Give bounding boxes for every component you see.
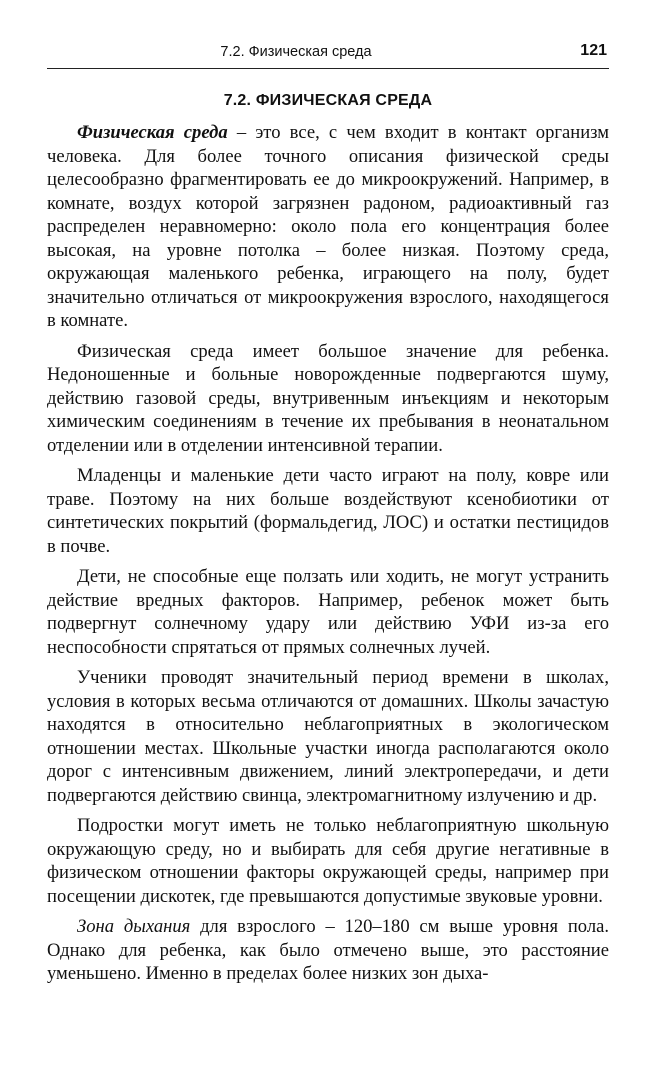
paragraph-adolescents (47, 814, 609, 908)
paragraph-text: Дети, не способные еще ползать или ходить, не могут устранить действие вредных факторов. Например, ребенок может быть подвергнут солнечному удару или действию УФИ из-за его неспособности спрятаться от прямых солнечных лучей. (47, 566, 609, 658)
body-text (47, 121, 609, 986)
term-breathing-zone: Зона дыхания (77, 916, 191, 937)
paragraph-text: Младенцы и маленькие дети часто играют на полу, ковре или траве. Поэтому на них больше воздействуют ксенобиотики от синтетических покрытий (формальдегид, ЛОС) и остатки пестицидов в почве. (47, 465, 609, 557)
paragraph-non-crawling-children (47, 565, 609, 659)
paragraph-text: для взрослого – 120–180 см выше уровня пола. Однако для ребенка, как было отмечено выше, это расстояние уменьшено. Именно в пределах более низких зон дыха- (47, 916, 610, 984)
running-title: 7.2. Физическая среда (220, 44, 372, 60)
running-header (47, 42, 609, 69)
paragraph-infants (47, 464, 609, 558)
paragraph-newborns (47, 340, 609, 458)
paragraph-text: Физическая среда имеет большое значение для ребенка. Недоношенные и больные новорожденные подвергаются шуму, действию газовой среды, внутривенным инъекциям и некоторым химическим соединениям в течение их пребывания в неонатальном отделении или в отделении интенсивной терапии. (47, 340, 609, 456)
paragraph-text: – это все, с чем входит в контакт организм человека. Для более точного описания физической среды целесообразно фрагментировать ее до микроокружений. Например, в комнате, воздух которой загрязнен радоном, радиоактивный газ распределен неравномерно: около пола его концентрация более высокая, на уровне потолка – более низкая. Поэтому среда, окружающая маленького ребенка, играющего на полу, будет значительно отличаться от микроокружения взрослого, находящегося в комнате. (47, 122, 609, 331)
section-title: 7.2. ФИЗИЧЕСКАЯ СРЕДА (223, 92, 433, 109)
paragraph-breathing-zone (47, 915, 609, 986)
page-number: 121 (580, 42, 607, 59)
term-physical-environment: Физическая среда (77, 122, 228, 143)
paragraph-physical-environment (47, 121, 609, 333)
paragraph-text: Подростки могут иметь не только неблагоприятную школьную окружающую среду, но и выбирать для себя другие негативные в физическом отношении факторы окружающей среды, например при посещении дискотек, где превышаются допустимые звуковые уровни. (47, 815, 609, 907)
paragraph-schoolchildren (47, 666, 609, 807)
paragraph-text: Ученики проводят значительный период времени в школах, условия в которых весьма отличаются от домашних. Школы зачастую находятся в относительно неблагоприятных в экологическом отношении местах. Школьные участки иногда располагаются около дорог с интенсивным движением, линий электропередачи, и дети подвергаются действию свинца, электромагнитному излучению и др. (47, 667, 609, 806)
